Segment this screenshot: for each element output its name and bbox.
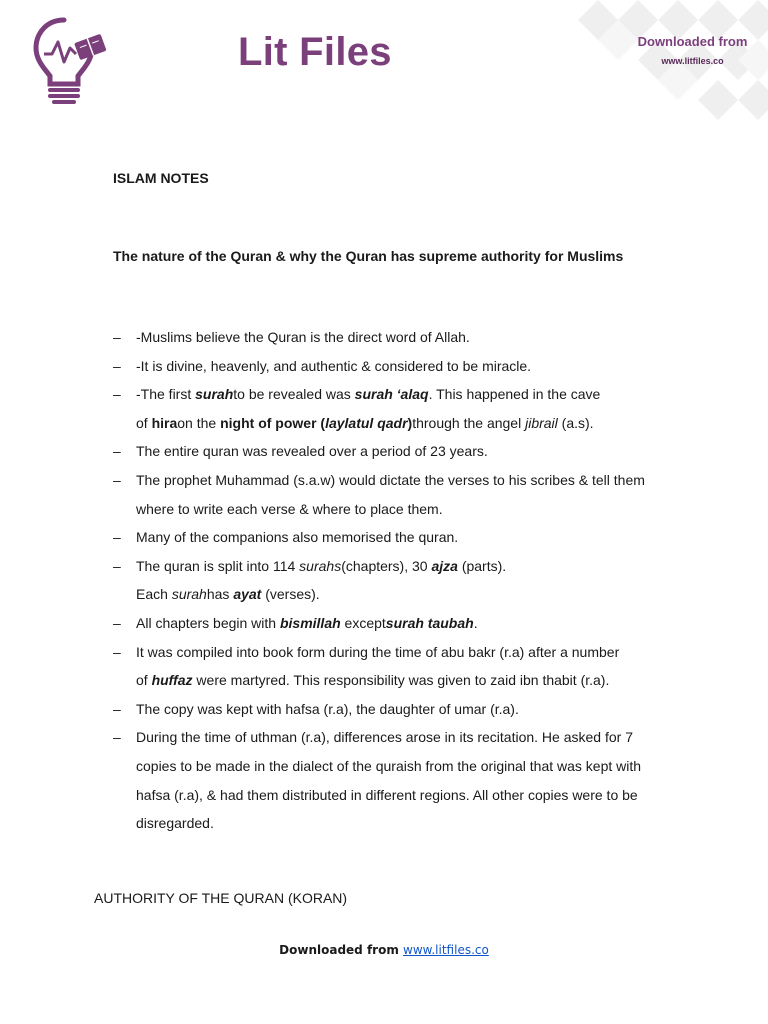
download-badge-title: Downloaded from (637, 34, 748, 49)
list-item-text: -Muslims believe the Quran is the direct word of Allah. (136, 329, 470, 345)
list-item-text: -It is divine, heavenly, and authentic & considered to be miracle. (136, 357, 532, 374)
list-item (113, 638, 683, 695)
list-dash: – (113, 357, 121, 374)
list-dash: – (113, 729, 121, 746)
authority-heading: AUTHORITY OF THE QURAN (KORAN) (94, 890, 348, 906)
list-item-text: During the time of uthman (r.a), differences arose in its recitation. He asked for 7 copies to be made in the dialect of the quraish from the original that was kept with hafsa (r.a), & had them distributed in different regions. All other copies were to be disregarded. (136, 729, 642, 832)
section-title: The nature of the Quran & why the Quran has supreme authority for Muslims (113, 248, 624, 264)
list-dash: – (113, 643, 121, 660)
list-item (113, 552, 683, 609)
footer-link[interactable]: www.litfiles.co (403, 943, 489, 957)
list-item (113, 523, 683, 552)
list-dash: – (113, 557, 121, 574)
list-item-text: The quran is split into 114 surahs(chapters), 30 ajza (parts). Each surahhas ayat (verses). (136, 557, 507, 603)
list-dash: – (113, 471, 121, 488)
list-dash: – (113, 614, 121, 631)
list-item-text: All chapters begin with bismillah exceptsurah taubah. (136, 614, 478, 631)
notes-list (113, 323, 683, 838)
list-item (113, 380, 683, 437)
brand-title: Lit Files (238, 30, 392, 74)
footer (0, 943, 768, 957)
list-dash: – (113, 443, 121, 460)
list-item-text: -The first surahto be revealed was surah ‘alaq. This happened in the cave of hiraon the night of power (laylatul qadr)through the angel jibrail (a.s). (136, 386, 601, 431)
download-badge (620, 34, 765, 66)
document-title: ISLAM NOTES (113, 170, 209, 186)
footer-prefix: Downloaded from (279, 943, 404, 957)
list-item-text: It was compiled into book form during the time of abu bakr (r.a) after a number of huffaz were martyred. This responsibility was given to zaid ibn thabit (r.a). (136, 643, 620, 689)
list-item-text: Many of the companions also memorised the quran. (136, 529, 459, 546)
list-dash: – (113, 700, 121, 717)
list-item (113, 323, 683, 352)
list-item (113, 466, 683, 523)
list-item (113, 437, 683, 466)
list-dash: – (113, 329, 121, 345)
list-dash: – (113, 386, 121, 403)
list-item (113, 695, 683, 724)
list-item (113, 352, 683, 381)
list-item-text: The copy was kept with hafsa (r.a), the daughter of umar (r.a). (136, 700, 519, 717)
list-item-text: The prophet Muhammad (s.a.w) would dictate the verses to his scribes & tell them where to write each verse & where to place them. (136, 471, 645, 517)
list-dash: – (113, 529, 121, 546)
list-item (113, 723, 683, 837)
list-item (113, 609, 683, 638)
lightbulb-book-icon (30, 14, 110, 108)
list-item-text: The entire quran was revealed over a period of 23 years. (136, 443, 488, 460)
download-badge-url: www.litfiles.co (661, 56, 724, 66)
